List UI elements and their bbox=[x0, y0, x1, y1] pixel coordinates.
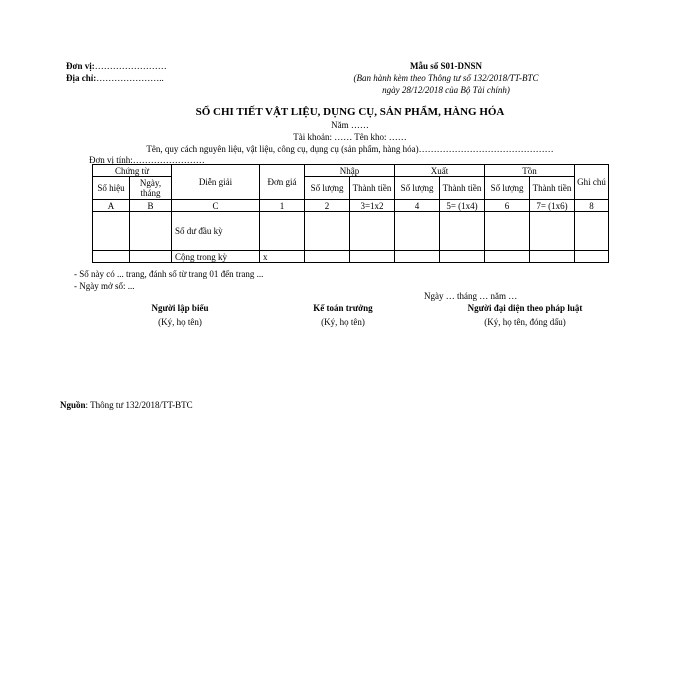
preparer-title: Người lập biểu bbox=[151, 303, 209, 313]
address-label: Địa chỉ: bbox=[66, 73, 97, 83]
page-title: SỔ CHI TIẾT VẬT LIỆU, DỤNG CỤ, SẢN PHẨM, HÀNG HÓA bbox=[195, 106, 505, 118]
form-code: Mẫu số S01-DNSN bbox=[409, 61, 482, 71]
note-open-date: - Ngày mở sổ: ... bbox=[74, 281, 135, 291]
table-cell bbox=[130, 251, 172, 263]
table-cell bbox=[93, 251, 130, 263]
unit-label: Đơn vị: bbox=[66, 61, 95, 71]
unit-dots: …………………… bbox=[94, 61, 167, 71]
legal-sub: (Ký, họ tên, đóng dấu) bbox=[484, 317, 566, 327]
code-cell: 3=1x2 bbox=[350, 200, 395, 212]
issued-line-1: (Ban hành kèm theo Thông tư số 132/2018/TT-BTC bbox=[353, 73, 539, 83]
code-cell: 1 bbox=[260, 200, 305, 212]
code-cell: 2 bbox=[305, 200, 350, 212]
code-cell: 6 bbox=[485, 200, 530, 212]
signature-date: Ngày … tháng … năm … bbox=[424, 291, 518, 301]
table-cell bbox=[260, 212, 305, 251]
year-line: Năm …… bbox=[331, 120, 369, 130]
signature-preparer bbox=[125, 301, 235, 329]
unit-price-header: Đơn giá bbox=[260, 165, 305, 200]
unit-line bbox=[66, 60, 167, 72]
signature-legal-rep bbox=[440, 301, 610, 329]
period-total-mark: x bbox=[260, 251, 305, 263]
table-cell bbox=[130, 212, 172, 251]
import-header: Nhập bbox=[305, 165, 395, 177]
table-cell bbox=[485, 251, 530, 263]
table-cell bbox=[575, 251, 609, 263]
accountant-title: Kế toán trưởng bbox=[313, 303, 373, 313]
table-cell bbox=[530, 251, 575, 263]
opening-balance-row bbox=[93, 212, 609, 251]
table-cell bbox=[305, 251, 350, 263]
header-row-1 bbox=[93, 165, 609, 177]
table-cell bbox=[93, 212, 130, 251]
export-amount-header: Thành tiền bbox=[440, 177, 485, 200]
address-line bbox=[66, 72, 167, 84]
table-cell bbox=[395, 212, 440, 251]
address-dots: ………………….. bbox=[96, 73, 164, 83]
table-cell bbox=[305, 212, 350, 251]
stock-qty-header: Số lượng bbox=[485, 177, 530, 200]
stock-header: Tồn bbox=[485, 165, 575, 177]
description-header: Diễn giải bbox=[172, 165, 260, 200]
voucher-header: Chứng từ bbox=[93, 165, 172, 177]
voucher-no-header: Số hiệu bbox=[93, 177, 130, 200]
code-cell: B bbox=[130, 200, 172, 212]
table-cell bbox=[530, 212, 575, 251]
code-cell: 5= (1x4) bbox=[440, 200, 485, 212]
ledger-table bbox=[92, 164, 609, 263]
import-qty-header: Số lượng bbox=[305, 177, 350, 200]
source-text: : Thông tư 132/2018/TT-BTC bbox=[85, 400, 193, 410]
code-cell: 4 bbox=[395, 200, 440, 212]
legal-title: Người đại diện theo pháp luật bbox=[467, 303, 583, 313]
table-cell bbox=[350, 251, 395, 263]
note-pages: - Sổ này có ... trang, đánh số từ trang 01 đến trang ... bbox=[74, 269, 264, 279]
opening-balance-label: Số dư đầu kỳ bbox=[172, 212, 260, 251]
source-label: Nguồn bbox=[60, 400, 86, 410]
header-right bbox=[330, 60, 562, 96]
code-row bbox=[93, 200, 609, 212]
header-row-2 bbox=[93, 177, 609, 200]
signature-accountant bbox=[288, 301, 398, 329]
table-cell bbox=[440, 251, 485, 263]
note-header: Ghi chú bbox=[575, 165, 609, 200]
code-cell: C bbox=[172, 200, 260, 212]
issued-line-2: ngày 28/12/2018 của Bộ Tài chính) bbox=[382, 85, 510, 95]
export-qty-header: Số lượng bbox=[395, 177, 440, 200]
account-line: Tài khoản: …… Tên kho: …… bbox=[293, 132, 407, 142]
spec-line: Tên, quy cách nguyên liệu, vật liệu, công cụ, dụng cụ (sản phẩm, hàng hóa)……………………………………… bbox=[146, 144, 554, 154]
unit-calc: Đơn vị tính:…………………… bbox=[89, 155, 205, 165]
import-amount-header: Thành tiền bbox=[350, 177, 395, 200]
code-cell: 7= (1x6) bbox=[530, 200, 575, 212]
code-cell: A bbox=[93, 200, 130, 212]
table-cell bbox=[485, 212, 530, 251]
stock-amount-header: Thành tiền bbox=[530, 177, 575, 200]
notes bbox=[74, 268, 263, 292]
source-line bbox=[60, 400, 193, 410]
table-cell bbox=[350, 212, 395, 251]
header-left bbox=[66, 60, 167, 84]
table-cell bbox=[440, 212, 485, 251]
table-cell bbox=[575, 212, 609, 251]
table-cell bbox=[395, 251, 440, 263]
code-cell: 8 bbox=[575, 200, 609, 212]
preparer-sub: (Ký, họ tên) bbox=[158, 317, 202, 327]
export-header: Xuất bbox=[395, 165, 485, 177]
accountant-sub: (Ký, họ tên) bbox=[321, 317, 365, 327]
period-total-row bbox=[93, 251, 609, 263]
voucher-date-header: Ngày, tháng bbox=[130, 177, 172, 200]
period-total-label: Cộng trong kỳ bbox=[172, 251, 260, 263]
